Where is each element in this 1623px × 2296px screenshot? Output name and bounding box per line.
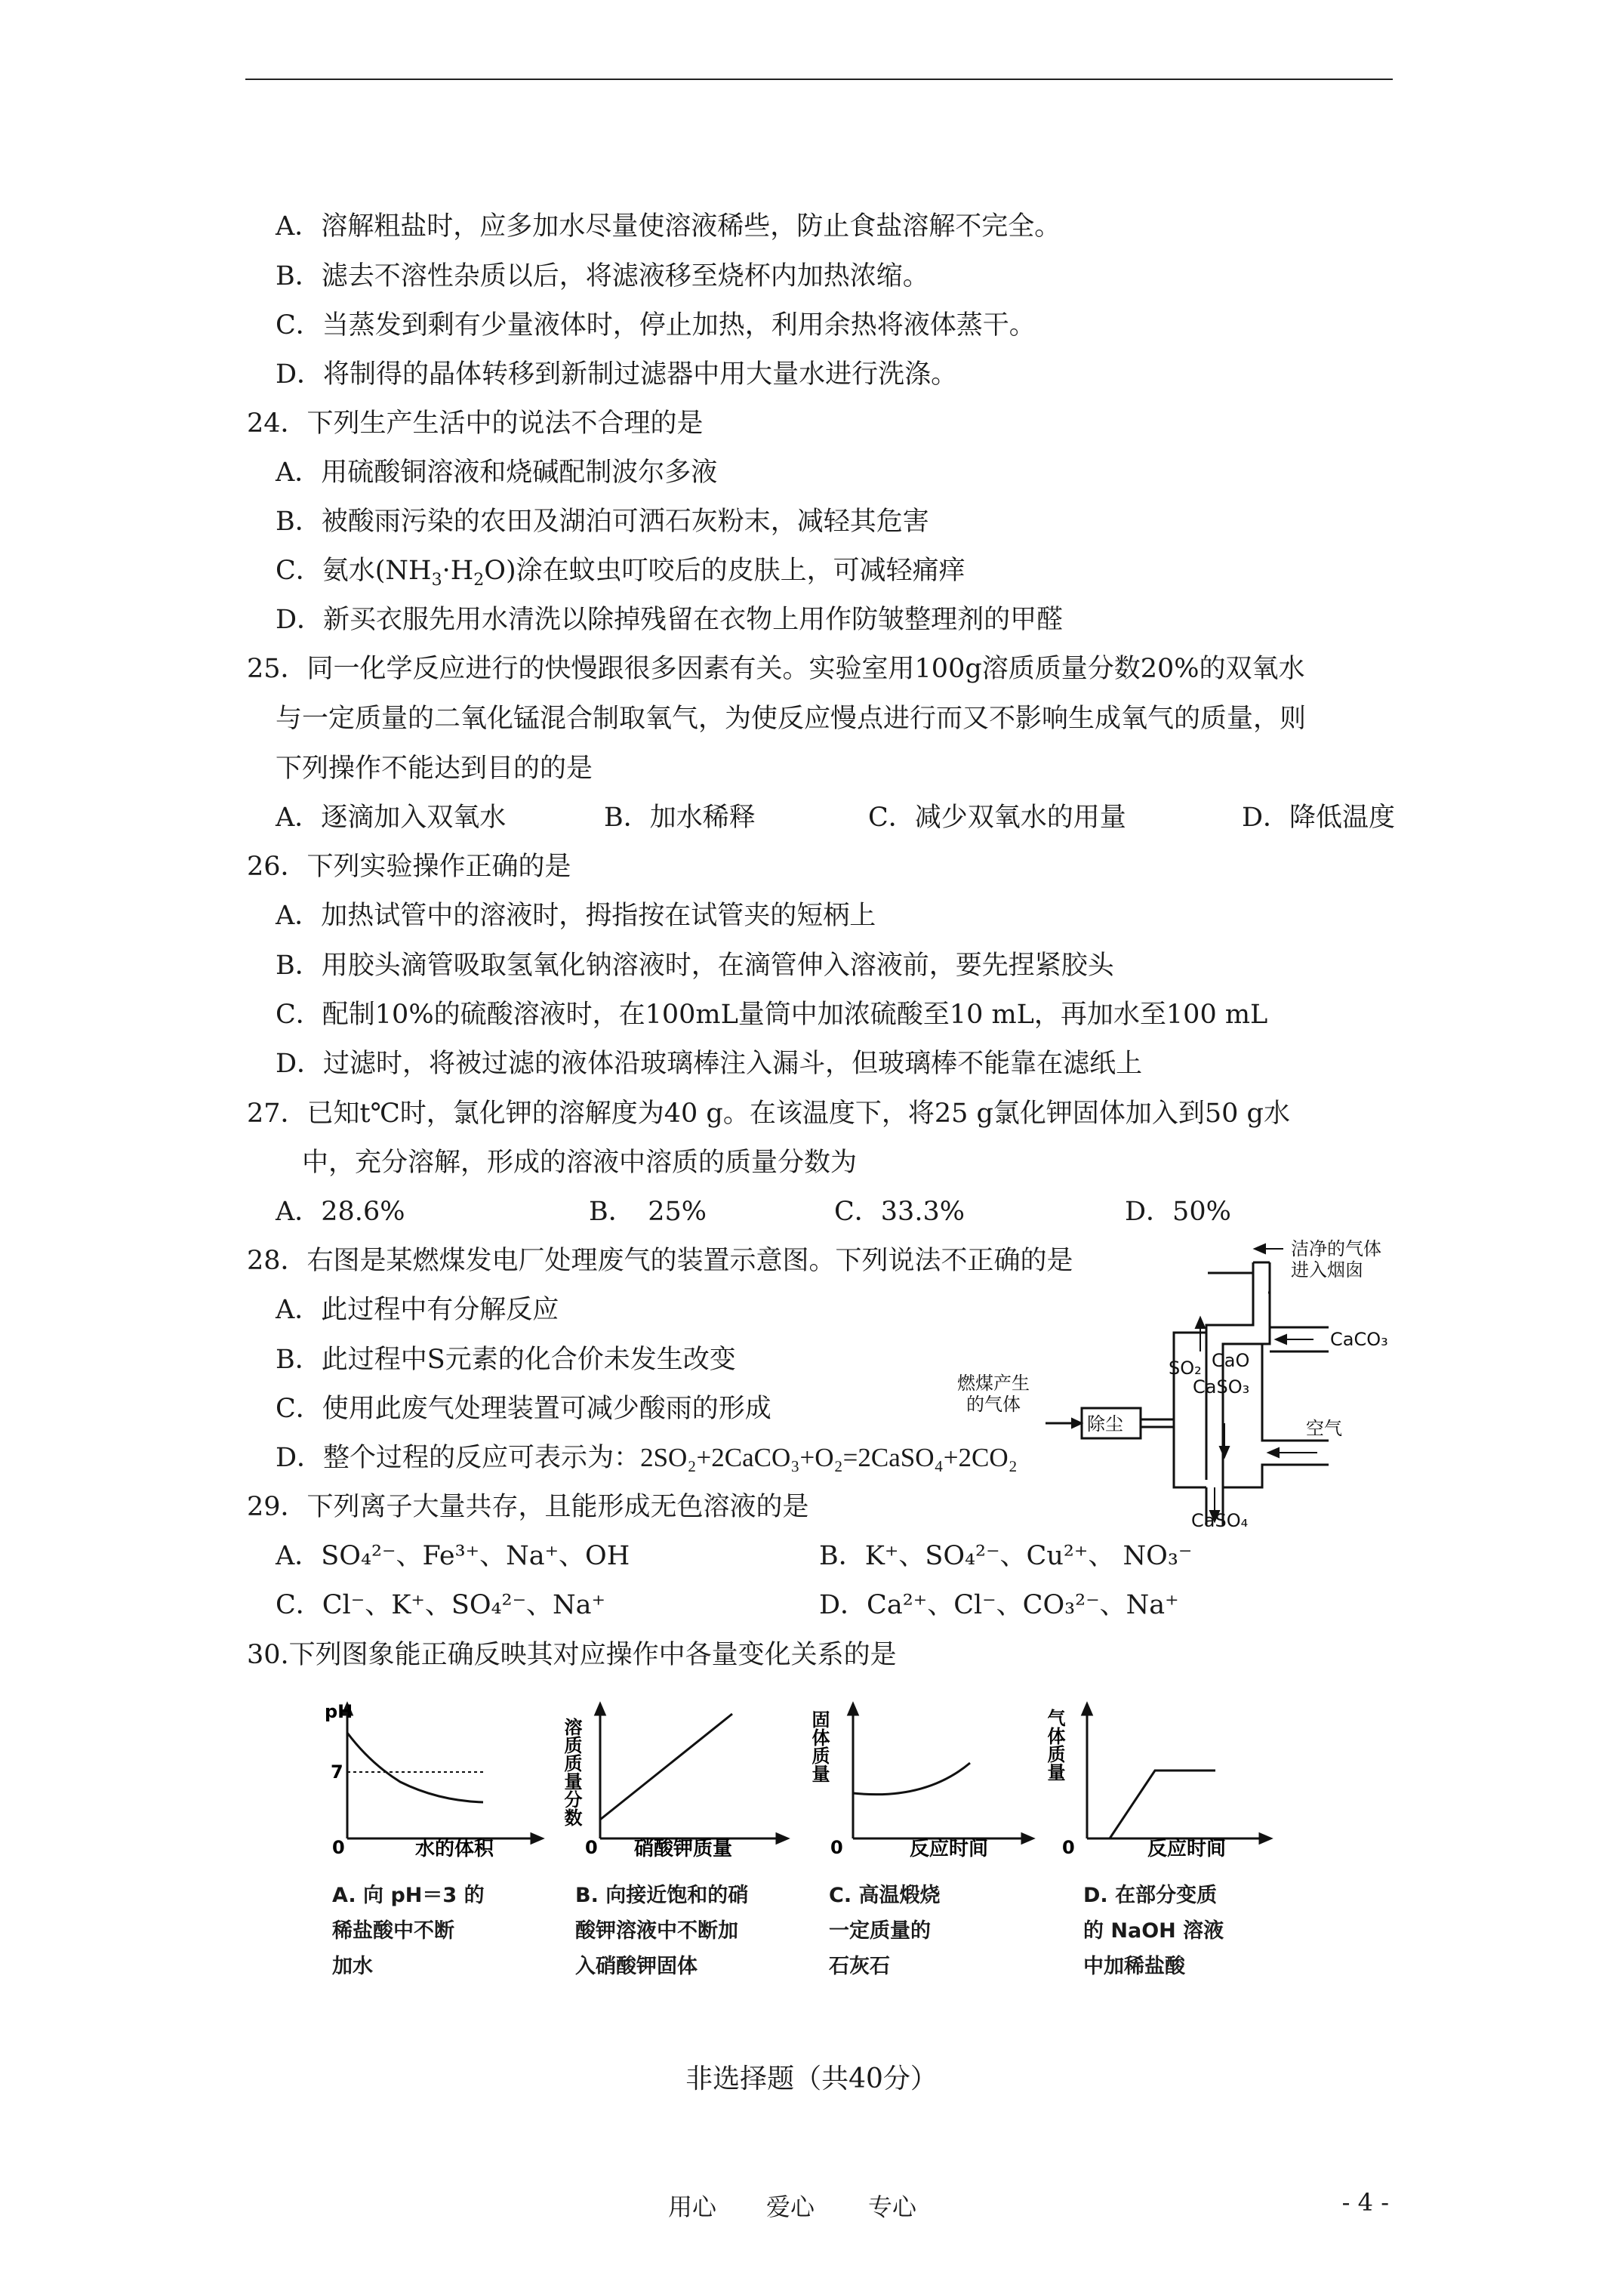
label-dust-removal: 除尘 — [1087, 1413, 1123, 1435]
q28-equation: 2SO₂+2CaCO₃+O₂=2CaSO₄+2CO₂ — [640, 1443, 1018, 1472]
graph-c-xlabel: 反应时间 — [910, 1838, 989, 1860]
graph-d-origin: 0 — [1062, 1837, 1075, 1858]
q28-option-b: B．此过程中S元素的化合价未发生改变 — [276, 1345, 736, 1375]
q27-option-b: B． 25% — [589, 1197, 707, 1227]
q25-option-a: A．逐滴加入双氧水 — [276, 803, 507, 833]
graph-a-ph-vs-water — [325, 1695, 544, 1860]
graph-d-ylabel: 气体质量 — [1044, 1709, 1065, 1781]
graph-d-gas-mass — [1044, 1695, 1272, 1860]
label-clean-gas-2: 进入烟囱 — [1291, 1259, 1363, 1281]
q24-option-b: B．被酸雨污染的农田及湖泊可洒石灰粉末，减轻其危害 — [276, 507, 929, 537]
label-air: 空气 — [1306, 1418, 1342, 1439]
q26-option-c: C．配制10%的硫酸溶液时，在100mL量筒中加浓硫酸至10 mL，再加水至100 mL — [276, 1000, 1268, 1030]
q27-option-c: C．33.3% — [834, 1197, 965, 1227]
label-so2: SO₂ — [1169, 1358, 1202, 1379]
q29-option-a: A．SO₄²⁻、Fe³⁺、Na⁺、OH — [276, 1541, 630, 1571]
graph-a-caption: A. 向 pH＝3 的 稀盐酸中不断 加水 — [332, 1884, 485, 1978]
q26-option-a: A．加热试管中的溶液时，拇指按在试管夹的短柄上 — [276, 901, 876, 931]
label-cao: CaO — [1212, 1350, 1250, 1371]
graph-c-origin: 0 — [830, 1837, 843, 1858]
q25-stem-line3: 下列操作不能达到目的的是 — [276, 754, 593, 784]
graph-c-solid-mass — [808, 1695, 1034, 1860]
header-rule — [245, 79, 1393, 80]
q25-option-d: D．降低温度 — [1242, 803, 1396, 833]
label-clean-gas-1: 洁净的气体 — [1291, 1238, 1381, 1259]
q26-option-d: D．过滤时，将被过滤的液体沿玻璃棒注入漏斗，但玻璃棒不能靠在滤纸上 — [276, 1049, 1143, 1079]
section-title: 非选择题（共40分） — [685, 2063, 938, 2094]
graph-a-ylabel: pH — [325, 1701, 353, 1722]
q24-stem: 24．下列生产生活中的说法不合理的是 — [247, 408, 704, 439]
label-caso4: CaSO₄ — [1191, 1510, 1249, 1531]
q23-option-c: C．当蒸发到剩有少量液体时，停止加热，利用余热将液体蒸干。 — [276, 310, 1036, 341]
footer-right: 专心 — [868, 2193, 917, 2221]
label-caso3: CaSO₃ — [1193, 1376, 1250, 1398]
q27-option-a: A．28.6% — [276, 1197, 405, 1227]
footer-mid: 爱心 — [766, 2193, 815, 2221]
graph-a-xlabel: 水的体积 — [415, 1838, 494, 1860]
q27-stem-line2: 中，充分溶解，形成的溶液中溶质的质量分数为 — [302, 1148, 858, 1178]
graph-b-ylabel: 溶质质量分数 — [561, 1718, 582, 1826]
graph-b-xlabel: 硝酸钾质量 — [634, 1838, 733, 1860]
q24-option-a: A．用硫酸铜溶液和烧碱配制波尔多液 — [276, 458, 718, 488]
q26-option-b: B．用胶头滴管吸取氢氧化钠溶液时，在滴管伸入溶液前，要先捏紧胶头 — [276, 951, 1114, 981]
q25-stem-line2: 与一定质量的二氧化锰混合制取氧气，为使反应慢点进行而又不影响生成氧气的质量，则 — [276, 704, 1307, 734]
label-coal-gas-1: 燃煤产生 — [957, 1373, 1030, 1394]
graph-b-solute-fraction — [561, 1695, 789, 1860]
q23-option-b: B．滤去不溶性杂质以后，将滤液移至烧杯内加热浓缩。 — [276, 261, 929, 291]
q25-option-c: C．减少双氧水的用量 — [868, 803, 1126, 833]
q28-stem: 28．右图是某燃煤发电厂处理废气的装置示意图。下列说法不正确的是 — [247, 1246, 1073, 1276]
footer-left: 用心 — [668, 2193, 717, 2221]
graph-a-origin: 0 — [332, 1837, 345, 1858]
graph-d-xlabel: 反应时间 — [1147, 1838, 1227, 1860]
q23-option-d: D．将制得的晶体转移到新制过滤器中用大量水进行洗涤。 — [276, 359, 958, 390]
q29-option-b: B．K⁺、SO₄²⁻、Cu²⁺、 NO₃⁻ — [819, 1541, 1193, 1571]
q29-option-d: D．Ca²⁺、Cl⁻、CO₃²⁻、Na⁺ — [819, 1590, 1179, 1620]
q30-stem: 30.下列图象能正确反映其对应操作中各量变化关系的是 — [247, 1640, 897, 1670]
q26-stem: 26．下列实验操作正确的是 — [247, 852, 571, 882]
label-caco3: CaCO₃ — [1330, 1329, 1388, 1350]
page-number: - 4 - — [1341, 2188, 1389, 2217]
graph-c-ylabel: 固体质量 — [808, 1710, 830, 1783]
graph-d-caption: D. 在部分变质 的 NaOH 溶液 中加稀盐酸 — [1083, 1884, 1224, 1978]
label-coal-gas-2: 的气体 — [966, 1394, 1021, 1415]
graph-b-caption: B. 向接近饱和的硝 酸钾溶液中不断加 入硝酸钾固体 — [575, 1884, 749, 1978]
q29-stem: 29．下列离子大量共存，且能形成无色溶液的是 — [247, 1492, 809, 1522]
q25-stem-line1: 25．同一化学反应进行的快慢跟很多因素有关。实验室用100g溶质质量分数20%的双氧水 — [247, 654, 1305, 684]
graph-c-caption: C. 高温煅烧 一定质量的 石灰石 — [829, 1884, 941, 1978]
graph-a-tick-7: 7 — [331, 1761, 343, 1783]
q24-option-d: D．新买衣服先用水清洗以除掉残留在衣物上用作防皱整理剂的甲醛 — [276, 605, 1064, 635]
q25-option-b: B．加水稀释 — [604, 803, 756, 833]
q27-stem-line1: 27．已知t℃时，氯化钾的溶解度为40 g。在该温度下，将25 g氯化钾固体加入到50 g水 — [247, 1099, 1290, 1129]
q29-option-c: C．Cl⁻、K⁺、SO₄²⁻、Na⁺ — [276, 1590, 606, 1620]
q28-option-c: C．使用此废气处理装置可减少酸雨的形成 — [276, 1394, 771, 1424]
q24-option-c: C．氨水$(NH_3\cdot H_2O)$涂在蚊虫叮咬后的皮肤上，可减轻痛痒 — [276, 556, 965, 590]
q23-option-a: A．溶解粗盐时，应多加水尽量使溶液稀些，防止食盐溶解不完全。 — [276, 211, 1061, 242]
q27-option-d: D．50% — [1125, 1197, 1231, 1227]
waste-gas-apparatus-diagram — [906, 1238, 1419, 1540]
graph-b-origin: 0 — [585, 1837, 598, 1858]
q28-option-a: A．此过程中有分解反应 — [276, 1295, 559, 1325]
q28-option-d: D．整个过程的反应可表示为：2SO₂+2CaCO₃+O₂=2CaSO₄+2CO₂ — [276, 1443, 1018, 1473]
